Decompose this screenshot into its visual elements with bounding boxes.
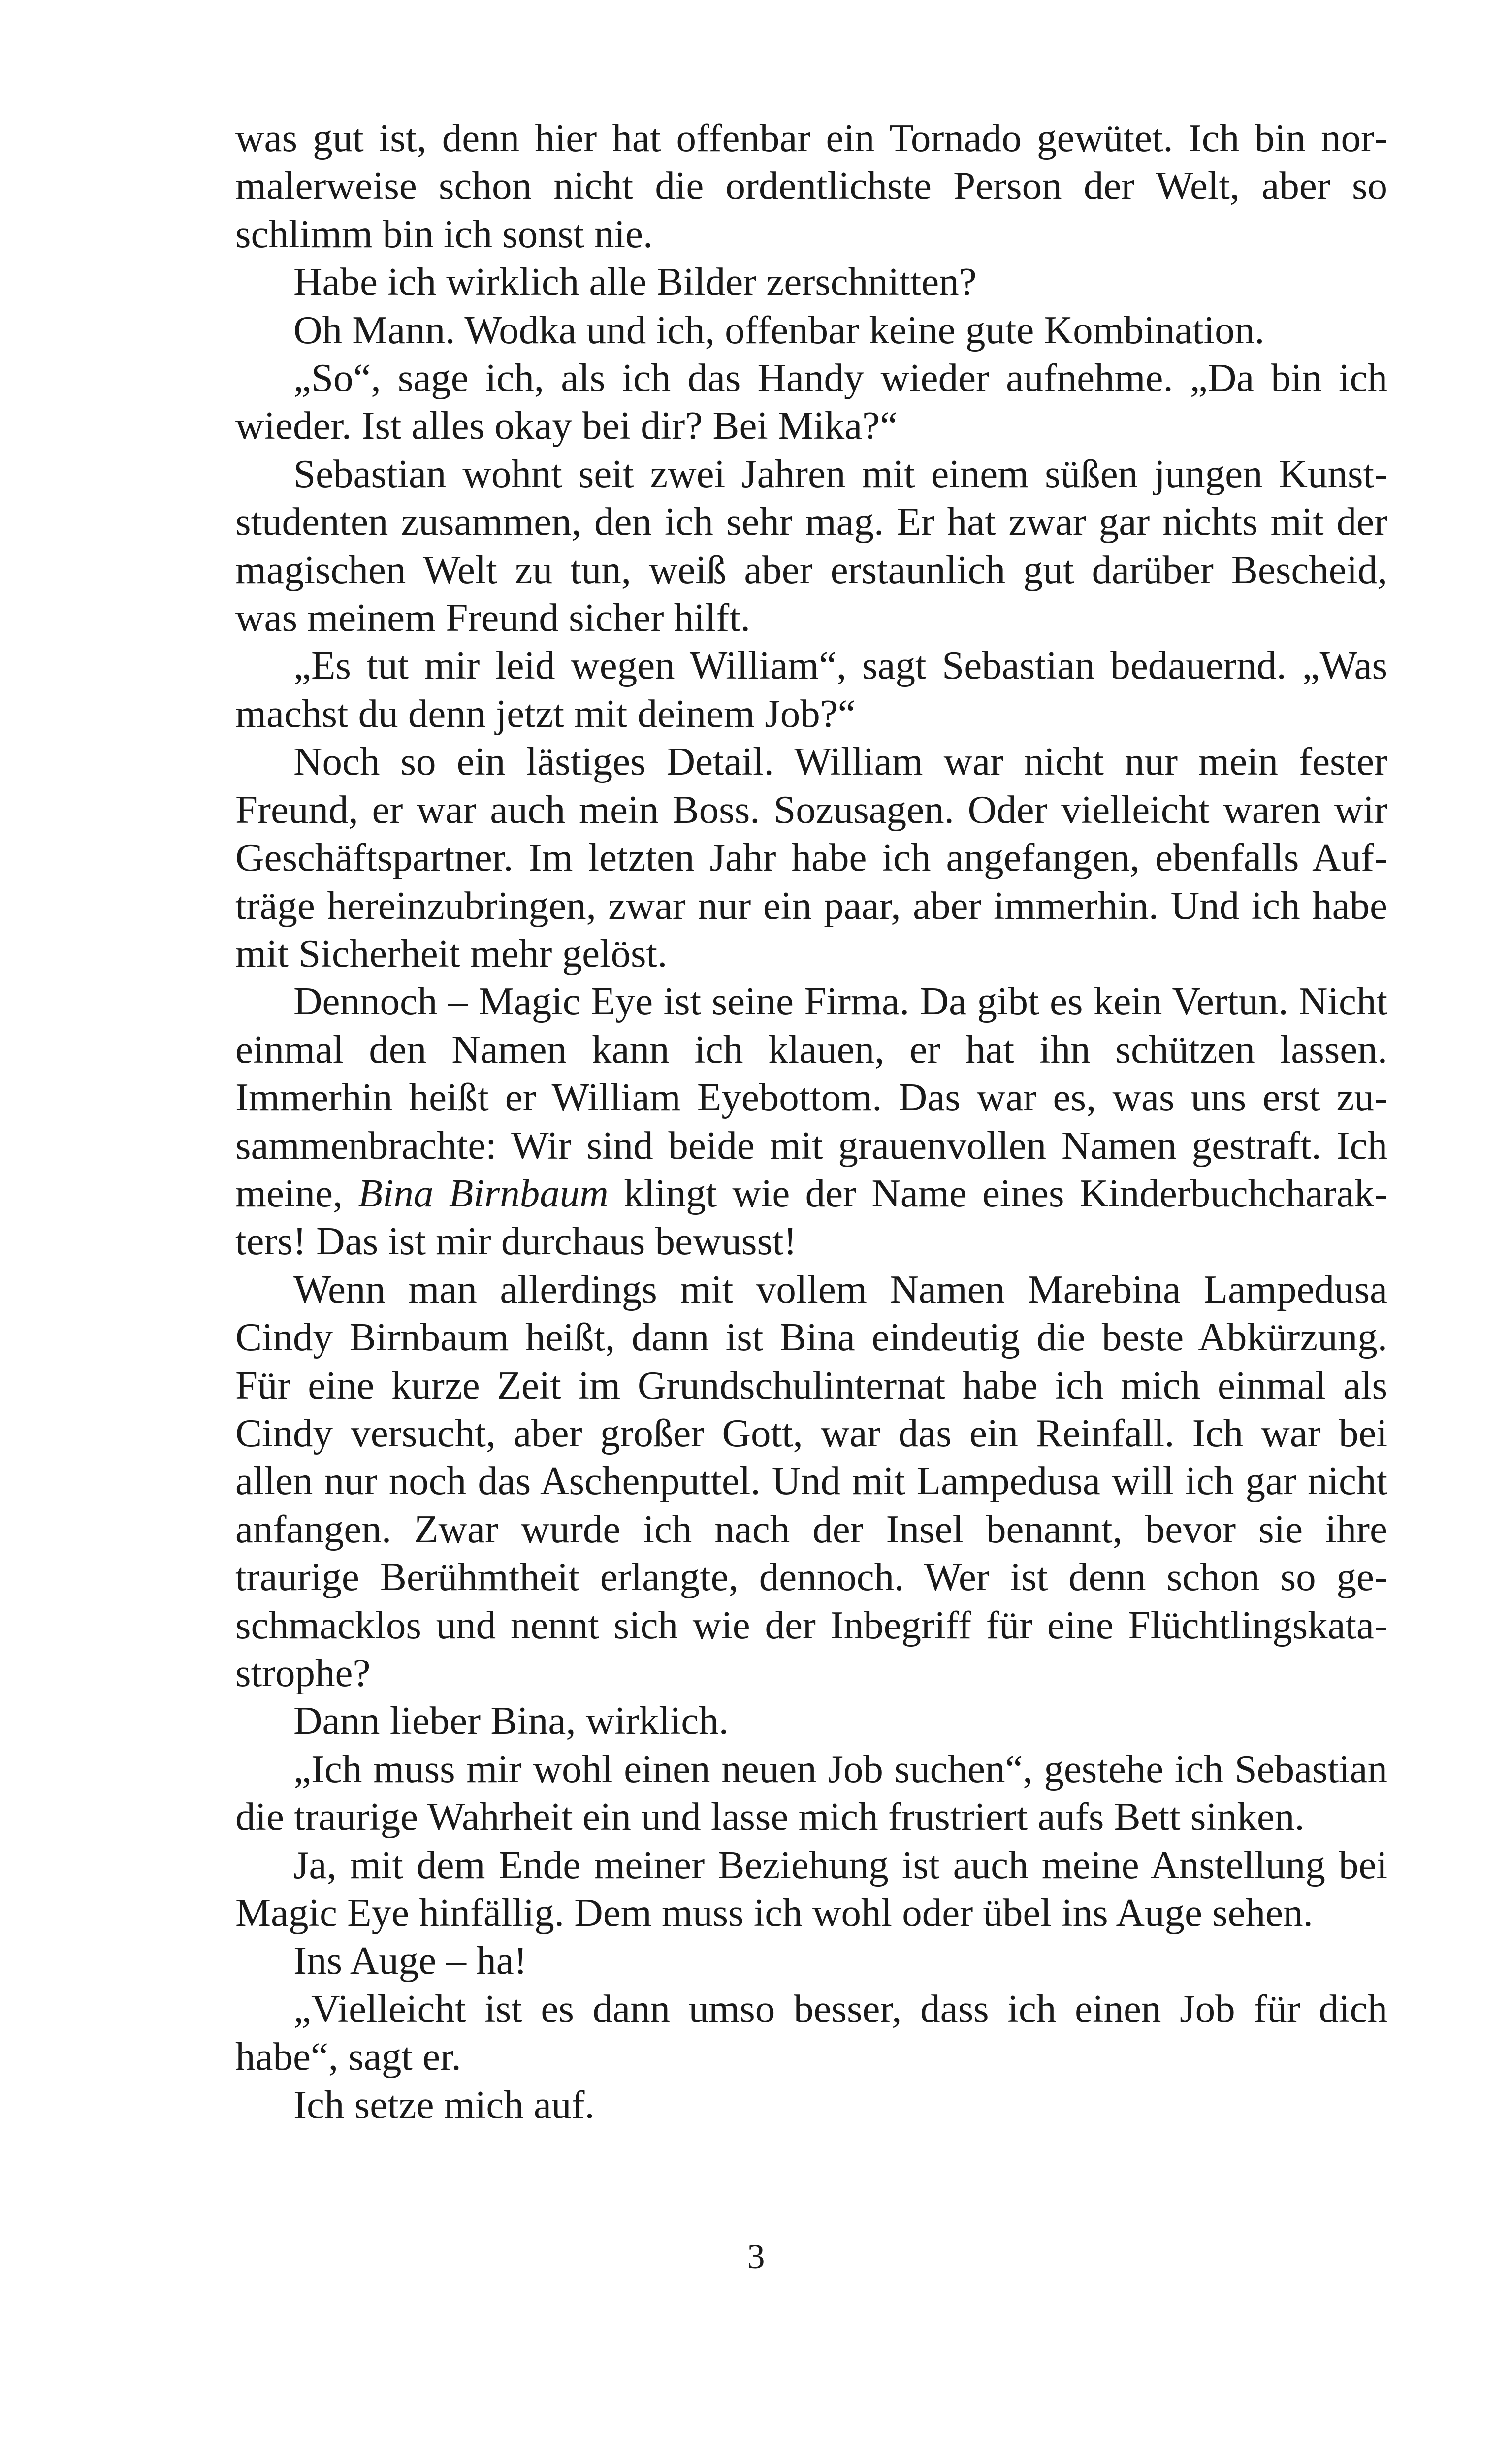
paragraph: Ja, mit dem Ende meiner Beziehung ist auch meine Anstellung bei Magic Eye hinfällig. Dem muss ich wohl oder übel ins Auge sehen.	[235, 1842, 1387, 1935]
paragraph: Dann lieber Bina, wirklich.	[293, 1698, 729, 1743]
paragraph: „So“, sage ich, als ich das Handy wieder aufnehme. „Da bin ich wieder. Ist alles okay bei dir? Bei Mika?“	[235, 356, 1387, 448]
paragraph	[235, 977, 1387, 1265]
italic-name: Bina Birnbaum	[358, 1171, 609, 1215]
paragraph: Noch so ein lästiges Detail. William war nicht nur mein fester Freund, er war auch mein Boss. Sozusagen. Oder vielleicht waren wir Geschäftspartner. Im letzten Jahr habe ich angefangen, ebenfalls Aufträge hereinzubringen, zwar nur ein paar, aber immerhin. Und ich habe mit Sicherheit mehr gelöst.	[235, 739, 1387, 976]
paragraph: Ich setze mich auf.	[293, 2082, 595, 2127]
page-number: 3	[747, 2237, 765, 2276]
paragraph: Wenn man allerdings mit vollem Namen Marebina Lampedusa Cindy Birnbaum heißt, dann ist Bina eindeutig die beste Abkürzung. Für eine kurze Zeit im Grundschulinternat habe ich mich einmal als Cindy versucht, aber großer Gott, war das ein Reinfall. Ich war bei allen nur noch das Aschenputtel. Und mit Lampedusa will ich gar nicht anfangen. Zwar wurde ich nach der Insel benannt, bevor sie ihre traurige Berühmtheit erlangte, dennoch. Wer ist denn schon so geschmacklos und nennt sich wie der Inbegriff für eine Flüchtlingskatastrophe?	[235, 1267, 1387, 1695]
paragraph: „Ich muss mir wohl einen neuen Job suchen“, gestehe ich Sebastian die traurige Wahrheit ein und lasse mich frustriert aufs Bett sinken.	[235, 1746, 1387, 1839]
paragraph: Oh Mann. Wodka und ich, offenbar keine gute Kombination.	[293, 307, 1265, 352]
paragraph-text: klingt wie der Name eines Kinderbuchcharakters! Das ist mir durchaus bewusst!	[235, 1171, 1388, 1264]
paragraph: was gut ist, denn hier hat offenbar ein Tornado gewütet. Ich bin normalerweise schon nicht die ordentlichste Person der Welt, aber so schlimm bin ich sonst nie.	[235, 116, 1387, 256]
paragraph: „Es tut mir leid wegen William“, sagt Sebastian bedauernd. „Was machst du denn jetzt mit deinem Job?“	[235, 643, 1387, 736]
paragraph: Sebastian wohnt seit zwei Jahren mit einem süßen jungen Kunststudenten zusammen, den ich sehr mag. Er hat zwar gar nichts mit der magischen Welt zu tun, weiß aber erstaunlich gut darüber Bescheid, was meinem Freund sicher hilft.	[235, 451, 1387, 640]
body-text	[235, 114, 1387, 2129]
paragraph-text: Dennoch – Magic Eye ist seine Firma. Da gibt es kein Vertun. Nicht einmal den Namen kann ich klauen, er hat ihn schützen lassen. Immerhin heißt er William Eyebottom. Das war es, was uns erst zusammenbrachte: Wir sind beide mit grauenvollen Namen gestraft. Ich meine,	[235, 979, 1387, 1215]
paragraph: „Vielleicht ist es dann umso besser, dass ich einen Job für dich habe“, sagt er.	[235, 1986, 1387, 2079]
paragraph: Habe ich wirklich alle Bilder zerschnitten?	[293, 260, 977, 304]
paragraph: Ins Auge – ha!	[293, 1938, 527, 1983]
